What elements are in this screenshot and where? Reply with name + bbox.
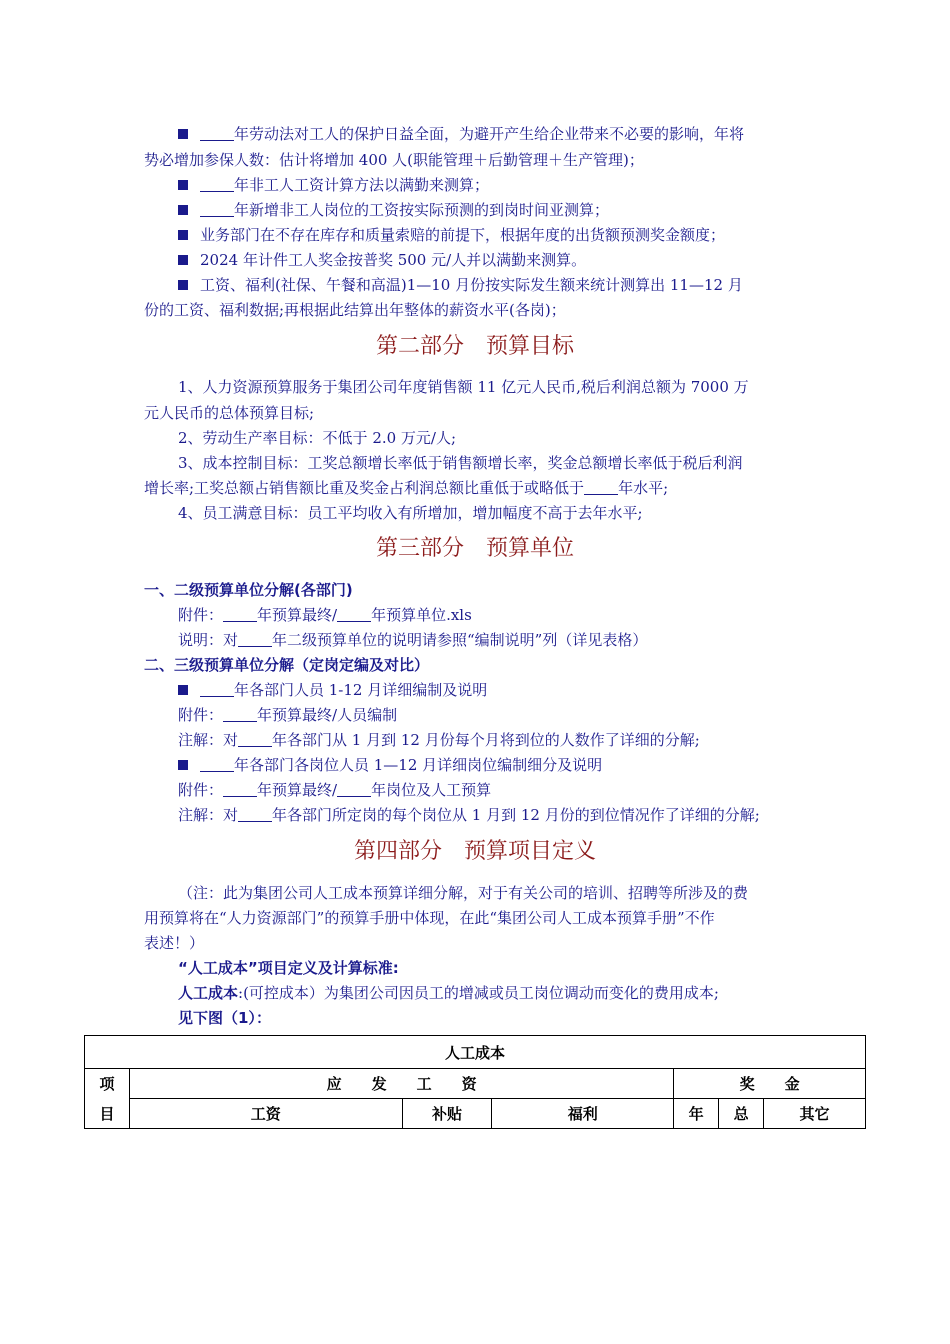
blank-field bbox=[223, 605, 257, 622]
wage-header: 工资 bbox=[129, 1099, 402, 1129]
see-figure-label: 见下图（1）： bbox=[178, 1009, 271, 1027]
blank-field bbox=[200, 175, 234, 192]
square-bullet-icon bbox=[178, 129, 188, 139]
bullet-item-4: 业务部门在不存在库存和质量索赔的前提下，根据年度的出货额预测奖金额度； bbox=[178, 225, 725, 245]
note-line-1: （注：此为集团公司人工成本预算详细分解，对于有关公司的培训、招聘等所涉及的费 bbox=[178, 884, 749, 902]
square-bullet-icon bbox=[178, 760, 188, 770]
attachment-line: 附件： 年预算最终/ 年岗位及人工预算 bbox=[178, 781, 492, 799]
annotation-line: 注解：对 年各部门从 1 月到 12 月份每个月将到位的人数作了详细的分解; bbox=[178, 731, 700, 749]
blank-field bbox=[238, 730, 272, 747]
year-header: 年 bbox=[674, 1099, 719, 1129]
square-bullet-icon bbox=[178, 205, 188, 215]
square-bullet-icon bbox=[178, 180, 188, 190]
definition-title: “人工成本”项目定义及计算标准: bbox=[178, 959, 399, 977]
bullet-item-1: 年劳动法对工人的保护日益全面，为避开产生给企业带来不必要的影响，年将 bbox=[178, 124, 744, 144]
item-header-bottom: 目 bbox=[85, 1099, 130, 1129]
blank-field bbox=[337, 605, 371, 622]
welfare-header: 福利 bbox=[492, 1099, 674, 1129]
labor-cost-table bbox=[84, 1035, 866, 1129]
subheading-level3-units: 二、三级预算单位分解（定岗定编及对比） bbox=[144, 656, 430, 674]
blank-field bbox=[200, 680, 234, 697]
blank-field bbox=[584, 478, 618, 495]
blank-field bbox=[223, 705, 257, 722]
section-heading-part4: 第四部分 预算项目定义 bbox=[353, 839, 596, 864]
blank-field bbox=[238, 630, 272, 647]
other-header: 其它 bbox=[764, 1099, 866, 1129]
bullet-item-6-cont: 份的工资、福利数据;再根据此结算出年整体的薪资水平(各岗)； bbox=[144, 301, 566, 319]
bullet-item-2: 年非工人工资计算方法以满勤来测算； bbox=[178, 175, 489, 195]
blank-field bbox=[200, 755, 234, 772]
blank-field bbox=[200, 200, 234, 217]
blank-field bbox=[238, 805, 272, 822]
item-header-top: 项 bbox=[85, 1069, 130, 1099]
bullet-item-3: 年新增非工人岗位的工资按实际预测的到岗时间亚测算； bbox=[178, 200, 609, 220]
blank-field bbox=[337, 780, 371, 797]
goal-item-4: 4、员工满意目标：员工平均收入有所增加，增加幅度不高于去年水平; bbox=[178, 504, 643, 522]
square-bullet-icon bbox=[178, 685, 188, 695]
goal-item-3-cont: 增长率;工奖总额占销售额比重及奖金占利润总额比重低于或略低于 年水平; bbox=[144, 479, 669, 497]
section-heading-part2: 第二部分 预算目标 bbox=[375, 334, 574, 359]
table-title-cell: 人工成本 bbox=[85, 1036, 866, 1069]
note-line-3: 表述！） bbox=[144, 934, 205, 952]
square-bullet-icon bbox=[178, 230, 188, 240]
unit-bullet-2: 年各部门各岗位人员 1—12 月详细岗位编制细分及说明 bbox=[178, 755, 602, 775]
bullet-item-1-cont: 势必增加参保人数：估计将增加 400 人(职能管理＋后勤管理＋生产管理)； bbox=[144, 151, 644, 169]
total-header: 总 bbox=[719, 1099, 764, 1129]
note-line-2: 用预算将在“人力资源部门”的预算手册中体现，在此“集团公司人工成本预算手册”不作 bbox=[144, 909, 715, 927]
bullet-item-6: 工资、福利(社保、午餐和高温)1—10 月份按实际发生额来统计测算出 11—12 月 bbox=[178, 275, 743, 295]
subsidy-header: 补贴 bbox=[402, 1099, 492, 1129]
square-bullet-icon bbox=[178, 255, 188, 265]
attachment-line: 附件： 年预算最终/ 年预算单位.xls bbox=[178, 606, 472, 624]
definition-line: 人工成本:(可控成本）为集团公司因员工的增减或员工岗位调动而变化的费用成本; bbox=[178, 984, 719, 1002]
goal-item-2: 2、劳动生产率目标：不低于 2.0 万元/人; bbox=[178, 429, 457, 447]
explanation-line: 说明：对 年二级预算单位的说明请参照“编制说明”列（详见表格） bbox=[178, 631, 648, 649]
attachment-line: 附件： 年预算最终/人员编制 bbox=[178, 706, 398, 724]
blank-field bbox=[223, 780, 257, 797]
unit-bullet-1: 年各部门人员 1-12 月详细编制及说明 bbox=[178, 680, 487, 700]
subheading-level2-units: 一、二级预算单位分解(各部门) bbox=[144, 581, 353, 599]
bullet-item-5: 2024 年计件工人奖金按普奖 500 元/人并以满勤来测算。 bbox=[178, 250, 586, 270]
bonus-header: 奖 金 bbox=[674, 1069, 866, 1099]
square-bullet-icon bbox=[178, 280, 188, 290]
goal-item-1-cont: 元人民币的总体预算目标; bbox=[144, 404, 315, 422]
blank-field bbox=[200, 124, 234, 141]
goal-item-3: 3、成本控制目标：工奖总额增长率低于销售额增长率，奖金总额增长率低于税后利润 bbox=[178, 454, 743, 472]
goal-item-1: 1、人力资源预算服务于集团公司年度销售额 11 亿元人民币,税后利润总额为 7000 万 bbox=[178, 378, 749, 396]
section-heading-part3: 第三部分 预算单位 bbox=[375, 536, 574, 561]
annotation-line: 注解：对 年各部门所定岗的每个岗位从 1 月到 12 月份的到位情况作了详细的分解; bbox=[178, 806, 760, 824]
payable-wage-header: 应 发 工 资 bbox=[129, 1069, 673, 1099]
